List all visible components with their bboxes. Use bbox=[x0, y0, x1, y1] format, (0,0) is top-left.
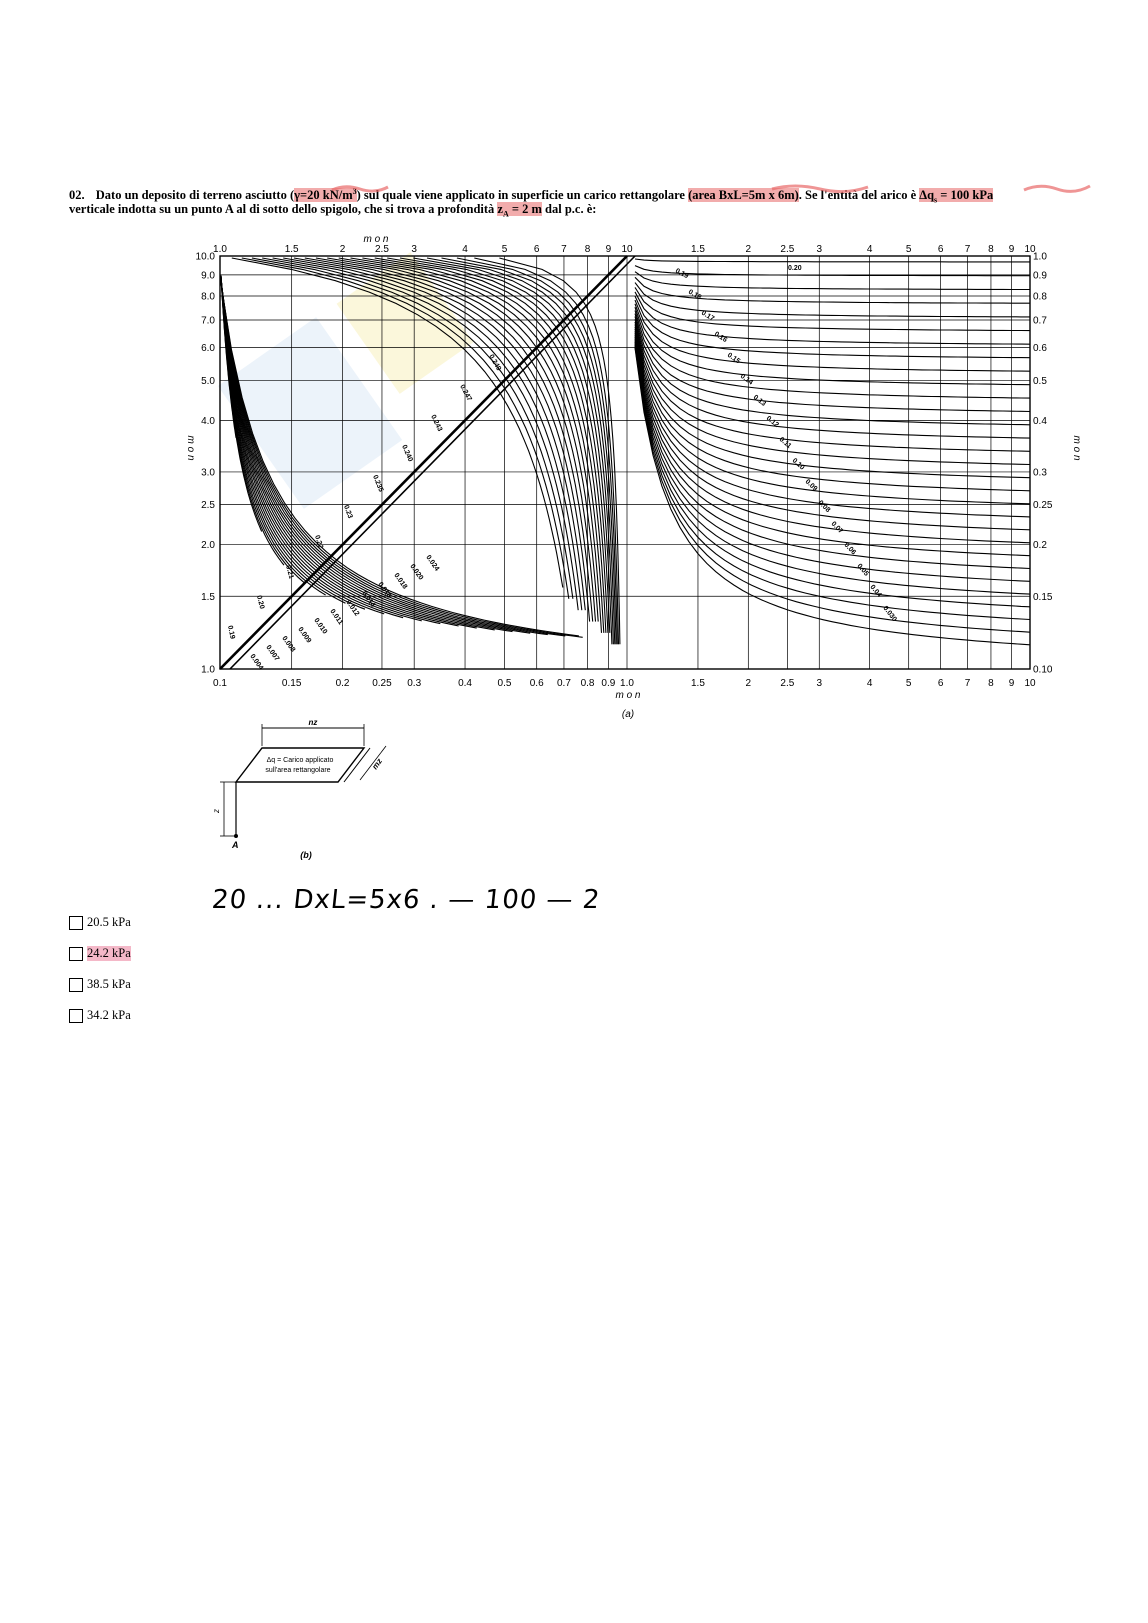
contour-value-label: 0.19 bbox=[226, 624, 236, 640]
chart-x-axis-label: m o n bbox=[615, 690, 641, 701]
tick-label: 4 bbox=[866, 678, 873, 689]
answer-option-label: 34.2 kPa bbox=[87, 1008, 131, 1022]
question-text-part: . Se l'entità del arico è bbox=[798, 188, 920, 202]
tick-label: 6 bbox=[533, 244, 540, 255]
load-value: = 100 kPa bbox=[937, 188, 994, 202]
point-a-label: A bbox=[232, 840, 239, 850]
contour-value-label: 0.014 bbox=[360, 590, 377, 609]
contour-value-label: 0.15 bbox=[725, 351, 742, 366]
depth-value: = 2 m bbox=[508, 202, 542, 216]
contour-line bbox=[635, 266, 1030, 276]
answer-option-label: 38.5 kPa bbox=[87, 977, 131, 991]
tick-label: 2 bbox=[745, 244, 752, 255]
highlighter-stroke bbox=[330, 182, 390, 194]
tick-label: 6.0 bbox=[201, 343, 215, 355]
tick-label: 3 bbox=[411, 244, 417, 255]
tick-label: 8 bbox=[988, 244, 994, 255]
tick-label: 0.9 bbox=[601, 678, 616, 689]
contour-value-label: 0.243 bbox=[429, 413, 444, 433]
contour-value-label: 0.05 bbox=[855, 562, 870, 578]
tick-label: 7 bbox=[964, 678, 971, 689]
tick-label: 9 bbox=[1008, 678, 1015, 689]
tick-label: 1.0 bbox=[620, 678, 634, 689]
tick-label: 0.3 bbox=[407, 678, 422, 689]
question-text-part: dal p.c. è: bbox=[541, 202, 597, 216]
tick-label: 0.25 bbox=[372, 678, 392, 689]
depth-subscript: A bbox=[502, 209, 509, 219]
contour-value-label: 0.11 bbox=[777, 436, 793, 451]
contour-line bbox=[635, 272, 1030, 290]
answer-option[interactable] bbox=[69, 969, 131, 1000]
depth-label: z bbox=[212, 809, 221, 813]
tick-label: 6 bbox=[937, 678, 944, 689]
tick-label: 4 bbox=[462, 244, 468, 255]
load-highlight bbox=[919, 188, 994, 205]
highlighter-stroke bbox=[1022, 182, 1092, 194]
tick-label: 0.5 bbox=[1033, 375, 1047, 387]
chart-top-axis-label: m o n bbox=[363, 234, 389, 245]
contour-value-label: 0.14 bbox=[738, 372, 754, 387]
tick-label: 2.0 bbox=[201, 540, 215, 552]
tick-label: 3.0 bbox=[201, 467, 215, 479]
tick-label: 5 bbox=[905, 244, 912, 255]
load-label-line-1: Δq = Carico applicato bbox=[266, 757, 334, 764]
highlighter-stroke bbox=[770, 182, 870, 194]
load-symbol: Δq bbox=[919, 188, 935, 202]
contour-value-label: 0.23 bbox=[342, 504, 354, 520]
load-subscript: s bbox=[934, 195, 938, 205]
checkbox[interactable] bbox=[69, 947, 83, 961]
contour-value-label: 0.20 bbox=[255, 594, 266, 610]
tick-label: 2 bbox=[745, 678, 752, 689]
tick-label: 5.0 bbox=[201, 375, 215, 387]
tick-label: 8 bbox=[988, 678, 994, 689]
tick-label: 2.5 bbox=[201, 500, 215, 512]
tick-label: 7 bbox=[964, 244, 971, 255]
contour-value-label: 0.06 bbox=[842, 541, 857, 557]
gamma-value: γ=20 kN/m bbox=[294, 188, 353, 202]
contour-value-label: 0.010 bbox=[312, 617, 329, 636]
answer-options bbox=[69, 907, 131, 1031]
contour-value-label: 0.012 bbox=[344, 599, 361, 618]
contour-line bbox=[635, 259, 1030, 262]
tick-label: 0.6 bbox=[1033, 343, 1047, 355]
contour-value-label: 0.016 bbox=[376, 581, 393, 600]
tick-label: 0.25 bbox=[1033, 500, 1053, 512]
handwritten-note: 20 ... DxL=5x6 . — 100 — 2 bbox=[210, 885, 602, 915]
tick-label: 7.0 bbox=[201, 315, 215, 327]
contour-value-label: 0.235 bbox=[371, 474, 385, 494]
contour-value-label: 0.08 bbox=[816, 499, 832, 514]
tick-label: 0.15 bbox=[1033, 591, 1053, 603]
tick-label: 0.9 bbox=[1033, 270, 1047, 282]
question-line-2 bbox=[69, 202, 1144, 219]
contour-value-label: 0.011 bbox=[328, 608, 344, 627]
tick-label: 3 bbox=[816, 678, 823, 689]
contour-line bbox=[635, 348, 1030, 645]
contour-value-label: 0.240 bbox=[400, 443, 414, 463]
tick-label: 10 bbox=[1024, 678, 1036, 689]
load-label-line-2: sull'area rettangolare bbox=[265, 767, 331, 774]
answer-option-label: 20.5 kPa bbox=[87, 915, 131, 929]
tick-label: 2.5 bbox=[780, 678, 795, 689]
contour-line bbox=[635, 292, 1030, 344]
contour-value-label: 0.008 bbox=[280, 635, 297, 654]
loaded-area-rectangle bbox=[236, 748, 364, 782]
contour-value-label: 0.249 bbox=[487, 353, 503, 373]
figure-b-caption: (b) bbox=[300, 850, 312, 860]
contour-value-label: 0.17 bbox=[699, 309, 716, 323]
point-a-marker bbox=[234, 834, 238, 838]
tick-label: 0.7 bbox=[1033, 315, 1047, 327]
watermark-shape bbox=[337, 252, 474, 394]
influence-factor-chart bbox=[180, 228, 1080, 728]
tick-label: 1.0 bbox=[1033, 251, 1047, 263]
contour-value-label: 0.018 bbox=[392, 572, 409, 591]
tick-label: 1.0 bbox=[213, 244, 227, 255]
tick-label: 1.5 bbox=[201, 591, 215, 603]
contour-value-label: 0.247 bbox=[458, 383, 473, 403]
contour-line bbox=[635, 317, 1030, 439]
dim-side-label: mz bbox=[370, 756, 385, 772]
tick-label: 10.0 bbox=[195, 251, 215, 263]
contour-line bbox=[635, 296, 1030, 358]
tick-label: 8.0 bbox=[201, 291, 215, 303]
tick-label: 5 bbox=[501, 244, 508, 255]
chart-right-axis-label: m o n bbox=[1071, 435, 1082, 461]
contour-value-label: 0.16 bbox=[712, 330, 729, 345]
tick-label: 2 bbox=[339, 244, 346, 255]
tick-label: 0.6 bbox=[529, 678, 544, 689]
answer-option[interactable] bbox=[69, 938, 131, 969]
answer-option[interactable] bbox=[69, 1000, 131, 1031]
tick-label: 9 bbox=[1008, 244, 1015, 255]
contour-value-label: 0.020 bbox=[408, 563, 425, 582]
contour-value-label: 0.20 bbox=[788, 265, 802, 272]
tick-label: 0.7 bbox=[557, 678, 571, 689]
tick-label: 0.1 bbox=[213, 678, 227, 689]
tick-label: 2.5 bbox=[780, 244, 795, 255]
contour-value-label: 0.007 bbox=[264, 644, 281, 663]
tick-label: 0.3 bbox=[1033, 467, 1047, 479]
depth-highlight bbox=[497, 202, 542, 219]
contour-value-label: 0.21 bbox=[284, 564, 295, 580]
tick-label: 9 bbox=[605, 244, 612, 255]
tick-label: 0.4 bbox=[458, 678, 472, 689]
tick-label: 10 bbox=[1024, 244, 1036, 255]
figure-b-diagram bbox=[200, 720, 400, 870]
tick-label: 0.5 bbox=[497, 678, 512, 689]
checkbox[interactable] bbox=[69, 916, 83, 930]
question-line-1 bbox=[69, 186, 1144, 205]
question-text-part: verticale indotta su un punto A al di sotto dello spigolo, che si trova a profondità bbox=[69, 202, 498, 216]
tick-label: 0.10 bbox=[1033, 664, 1053, 676]
contour-value-label: 0.07 bbox=[829, 520, 845, 536]
area-highlight: (area BxL=5m x 6m) bbox=[688, 188, 799, 202]
contour-value-label: 0.19 bbox=[674, 267, 690, 281]
depth-symbol: z bbox=[497, 202, 503, 216]
tick-label: 4.0 bbox=[201, 415, 215, 427]
tick-label: 0.8 bbox=[580, 678, 595, 689]
tick-label: 5 bbox=[905, 678, 912, 689]
contour-value-label: 0.009 bbox=[296, 626, 313, 645]
contour-line bbox=[635, 344, 1030, 607]
tick-label: 0.2 bbox=[335, 678, 350, 689]
contour-value-label: 0.22 bbox=[313, 534, 324, 550]
contour-value-label: 0.18 bbox=[687, 288, 703, 302]
tick-label: 9.0 bbox=[201, 270, 215, 282]
tick-label: 1.5 bbox=[691, 244, 705, 255]
contour-value-label: 0.09 bbox=[803, 478, 819, 493]
tick-label: 0.8 bbox=[1033, 291, 1047, 303]
contour-value-label: 0.024 bbox=[424, 554, 441, 573]
answer-option-label: 24.2 kPa bbox=[87, 946, 131, 960]
chart-caption: (a) bbox=[621, 709, 635, 720]
contour-line bbox=[635, 300, 1030, 371]
tick-label: 0.2 bbox=[1033, 540, 1047, 552]
checkbox[interactable] bbox=[69, 1009, 83, 1023]
contour-line bbox=[457, 258, 617, 644]
contour-line bbox=[635, 339, 1030, 569]
contour-value-label: 0.030 bbox=[881, 604, 898, 624]
contour-value-label: 0.12 bbox=[764, 415, 780, 430]
checkbox[interactable] bbox=[69, 978, 83, 992]
question-number: 02. bbox=[69, 188, 85, 202]
contour-value-label: 0.13 bbox=[751, 394, 767, 408]
chart-left-axis-label: m o n bbox=[185, 435, 196, 461]
contour-line bbox=[635, 311, 1030, 412]
tick-label: 10 bbox=[621, 244, 633, 255]
tick-label: 4 bbox=[866, 244, 873, 255]
contour-line bbox=[635, 283, 1030, 317]
tick-label: 0.4 bbox=[1033, 415, 1047, 427]
dim-top-label: nz bbox=[308, 718, 318, 727]
gamma-exponent: 3 bbox=[352, 186, 357, 196]
question-text-part: ) sul quale viene applicato in superficie un carico rettangolare bbox=[356, 188, 689, 202]
tick-label: 8 bbox=[584, 244, 591, 255]
tick-label: 0.15 bbox=[281, 678, 302, 689]
tick-label: 7 bbox=[561, 244, 567, 255]
tick-label: 1.5 bbox=[284, 244, 299, 255]
tick-label: 1.0 bbox=[201, 664, 215, 676]
tick-label: 3 bbox=[816, 244, 823, 255]
contour-value-label: 0.04 bbox=[868, 583, 883, 599]
tick-label: 1.5 bbox=[691, 678, 705, 689]
question-text bbox=[69, 186, 1144, 219]
contour-value-label: 0.004 bbox=[248, 653, 265, 672]
answer-option[interactable] bbox=[69, 907, 131, 938]
question-text-part: Dato un deposito di terreno asciutto ( bbox=[95, 188, 295, 202]
contour-line bbox=[635, 327, 1030, 491]
contour-value-label: 0.10 bbox=[790, 457, 806, 472]
tick-label: 2.5 bbox=[375, 244, 389, 255]
tick-label: 6 bbox=[937, 244, 944, 255]
